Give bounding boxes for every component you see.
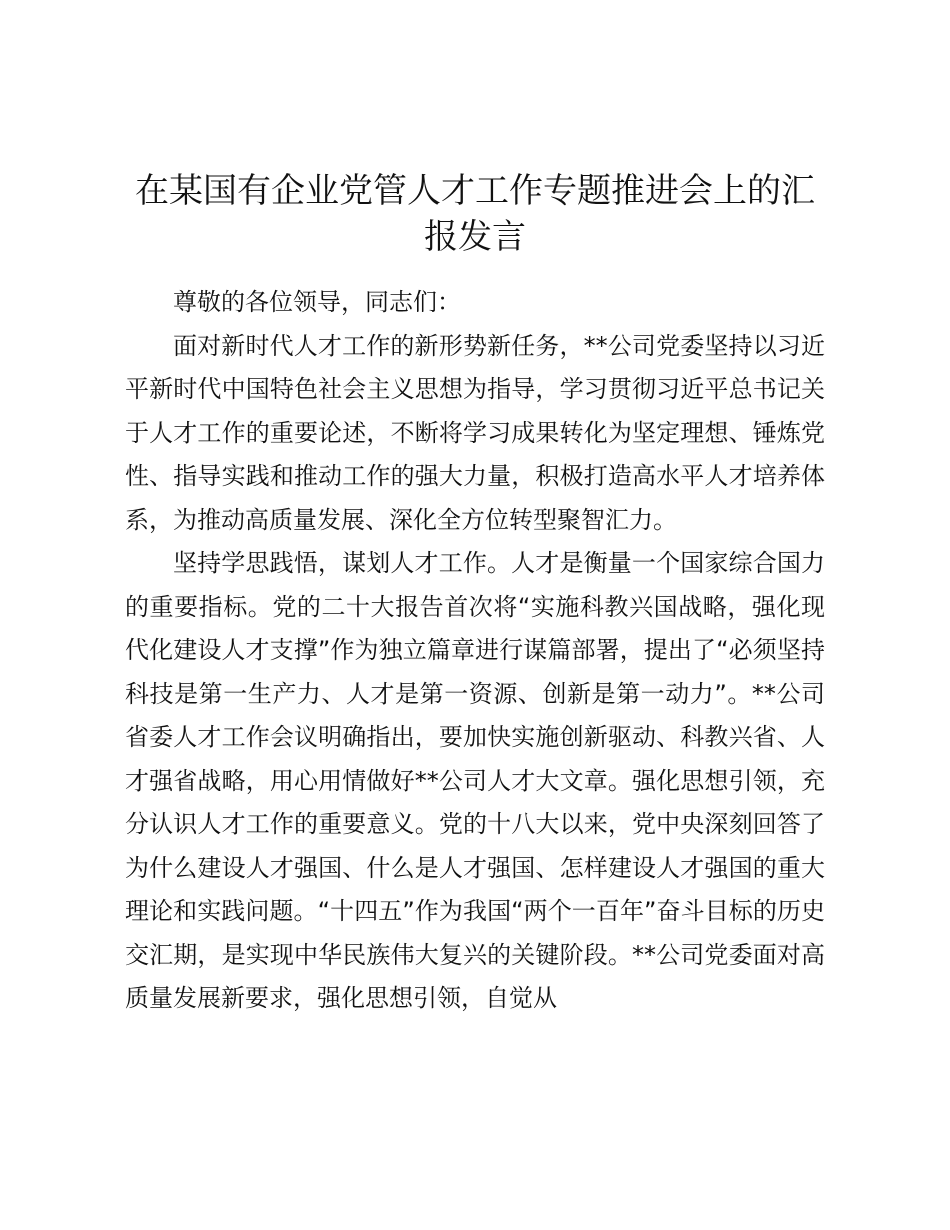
document-title: 在某国有企业党管人才工作专题推进会上的汇报发言 — [135, 171, 815, 257]
salutation: 尊敬的各位领导，同志们： — [173, 288, 461, 316]
paragraph-1: 面对新时代人才工作的新形势新任务，**公司党委坚持以习近平新时代中国特色社会主义思想为指导，学习贯彻习近平总书记关于人才工作的重要论述，不断将学习成果转化为坚定理想、锤炼党性、指导实践和推动工作的强大力量，积极打造高水平人才培养体系，为推动高质量发展、深化全方位转型聚智汇力。 — [125, 331, 825, 534]
paragraph-2: 坚持学思践悟，谋划人才工作。人才是衡量一个国家综合国力的重要指标。党的二十大报告首次将“实施科教兴国战略，强化现代化建设人才支撑”作为独立篇章进行谋篇部署，提出了“必须坚持科技是第一生产力、人才是第一资源、创新是第一动力”。**公司省委人才工作会议明确指出，要加快实施创新驱动、科教兴省、人才强省战略，用心用情做好**公司人才大文章。强化思想引领，充分认识人才工作的重要意义。党的十八大以来，党中央深刻回答了为什么建设人才强国、什么是人才强国、怎样建设人才强国的重大理论和实践问题。“十四五”作为我国“两个一百年”奋斗目标的历史交汇期，是实现中华民族伟大复兴的关键阶段。**公司党委面对高质量发展新要求，强化思想引领，自觉从 — [125, 549, 825, 1012]
document-body — [125, 281, 825, 1021]
